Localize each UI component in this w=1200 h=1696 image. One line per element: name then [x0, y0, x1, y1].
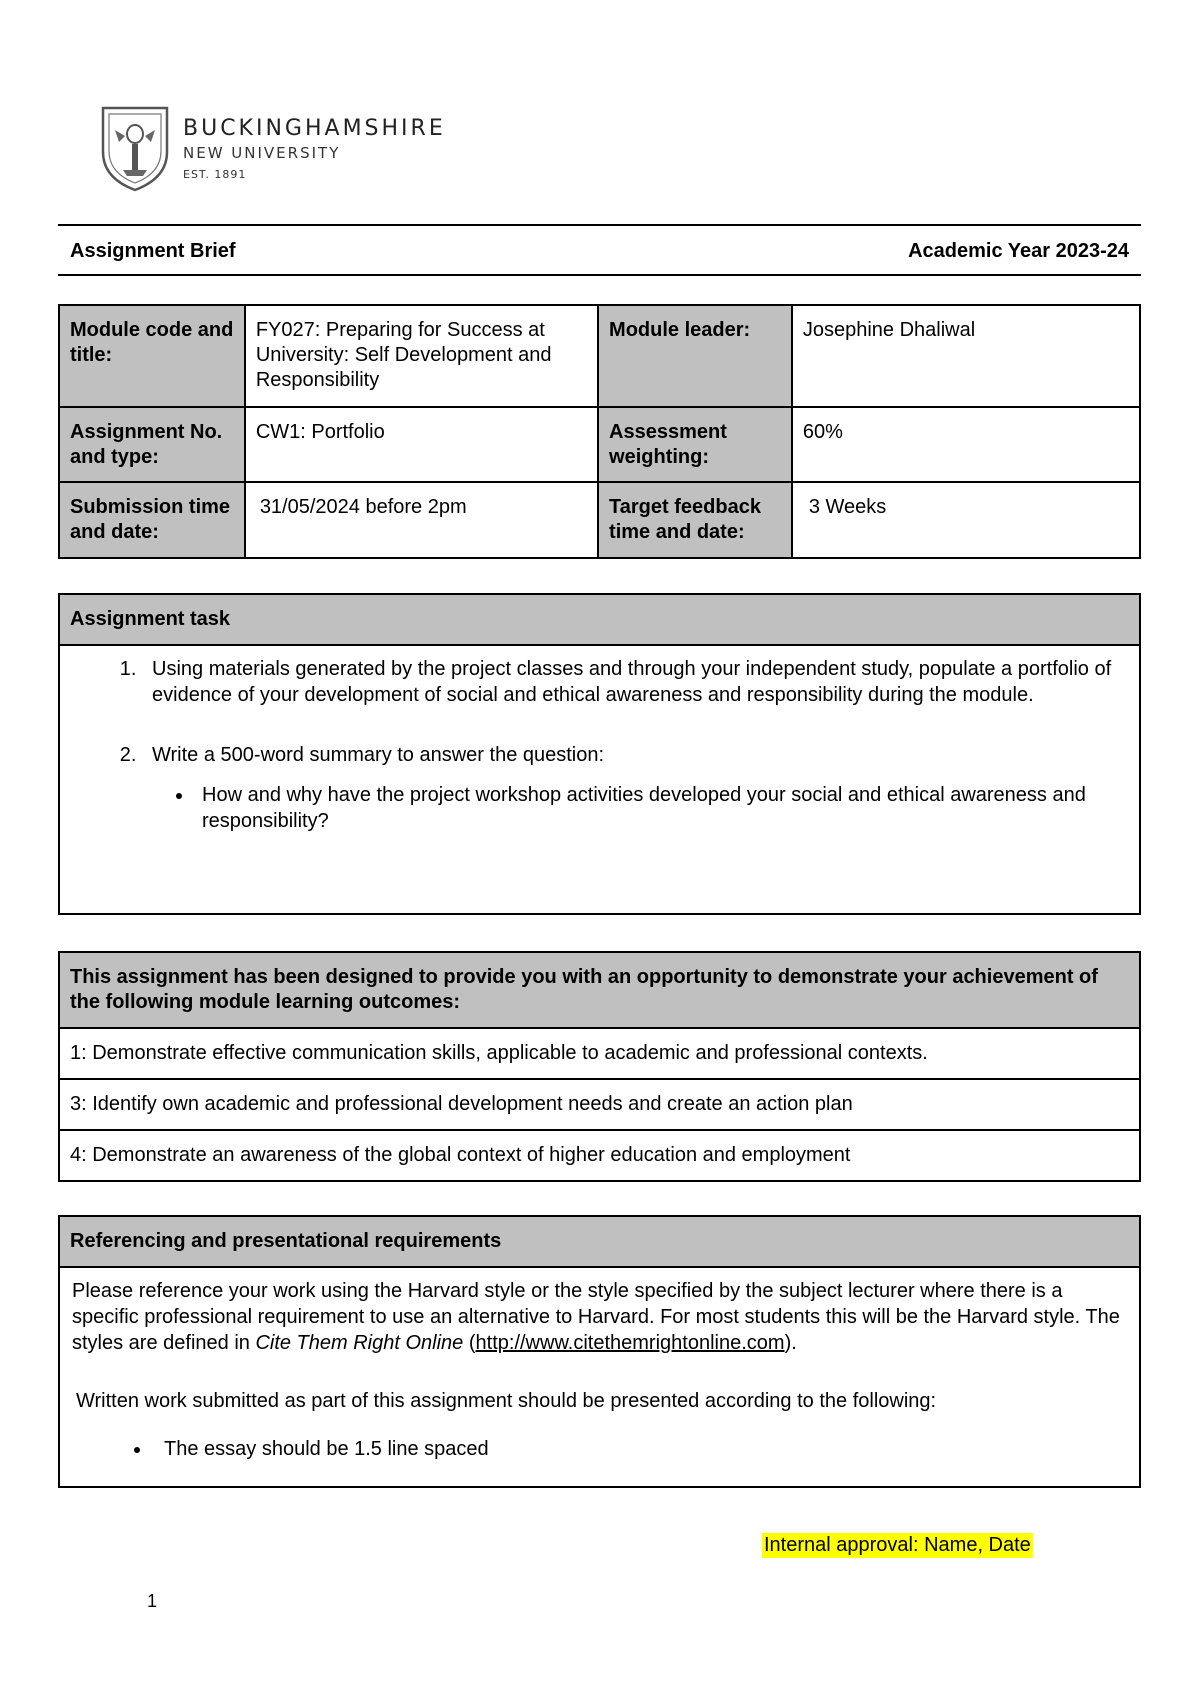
presentation-bullet-1: • The essay should be 1.5 line spaced	[152, 1436, 1127, 1462]
referencing-paragraph: Please reference your work using the Harvard style or the style specified by the subject lecturer where there is a specific professional requirement to use an alternative to Harvard. For most students this will be the Harvard style. The styles are defined in Cite Them Right Online (http://www.citethemrightonline.com).	[72, 1280, 1120, 1354]
assignment-task-section	[58, 593, 1141, 915]
learning-outcome-4: 4: Demonstrate an awareness of the global context of higher education and employment	[60, 1129, 1139, 1180]
task-item-2-bullet: • How and why have the project workshop activities developed your social and ethical awareness and responsibility?	[194, 782, 1127, 834]
logo-name-line1: BUCKINGHAMSHIRE	[183, 116, 446, 141]
page-title: Assignment Brief	[70, 240, 236, 262]
task-list	[72, 656, 1127, 834]
feedback-label: Target feedback time and date:	[598, 482, 792, 558]
referencing-heading: Referencing and presentational requirements	[60, 1217, 1139, 1268]
module-leader-value: Josephine Dhaliwal	[792, 305, 1140, 407]
assignment-value: CW1: Portfolio	[245, 407, 598, 482]
cite-them-right-title: Cite Them Right Online	[255, 1332, 464, 1354]
page-number: 1	[147, 1591, 158, 1611]
academic-year: Academic Year 2023-24	[908, 240, 1129, 262]
learning-outcomes-heading: This assignment has been designed to provide you with an opportunity to demonstrate your achievement of the following module learning outcomes:	[60, 953, 1139, 1027]
submission-label: Submission time and date:	[59, 482, 245, 558]
submission-value: 31/05/2024 before 2pm	[245, 482, 598, 558]
weighting-value: 60%	[792, 407, 1140, 482]
task-item-2: 2. Write a 500-word summary to answer the question: • How and why have the project workshop activities developed your social and ethical awareness and responsibility?	[142, 742, 1127, 834]
task-item-1: 1. Using materials generated by the project classes and through your independent study, populate a portfolio of evidence of your development of social and ethical awareness and responsibility during the module.	[142, 656, 1127, 708]
university-logo	[101, 106, 446, 192]
module-code-value: FY027: Preparing for Success at University: Self Development and Responsibility	[245, 305, 598, 407]
weighting-label: Assessment weighting:	[598, 407, 792, 482]
learning-outcomes-section	[58, 951, 1141, 1182]
learning-outcome-3: 3: Identify own academic and professional development needs and create an action plan	[60, 1078, 1139, 1129]
brief-header	[58, 224, 1141, 276]
referencing-section	[58, 1215, 1141, 1488]
internal-approval: Internal approval: Name, Date	[764, 1534, 1031, 1556]
cite-them-right-link[interactable]: http://www.citethemrightonline.com	[475, 1332, 785, 1354]
assignment-label: Assignment No. and type:	[59, 407, 245, 482]
feedback-value: 3 Weeks	[792, 482, 1140, 558]
module-leader-label: Module leader:	[598, 305, 792, 407]
logo-name-line2: NEW UNIVERSITY	[183, 144, 341, 162]
module-code-label: Module code and title:	[59, 305, 245, 407]
assignment-task-heading: Assignment task	[60, 595, 1139, 646]
module-info-table	[58, 304, 1141, 559]
presentation-paragraph: Written work submitted as part of this assignment should be presented according to the following:	[76, 1390, 937, 1412]
learning-outcome-1: 1: Demonstrate effective communication skills, applicable to academic and professional contexts.	[60, 1027, 1139, 1078]
logo-established: EST. 1891	[183, 168, 247, 181]
university-crest-icon	[101, 106, 169, 192]
